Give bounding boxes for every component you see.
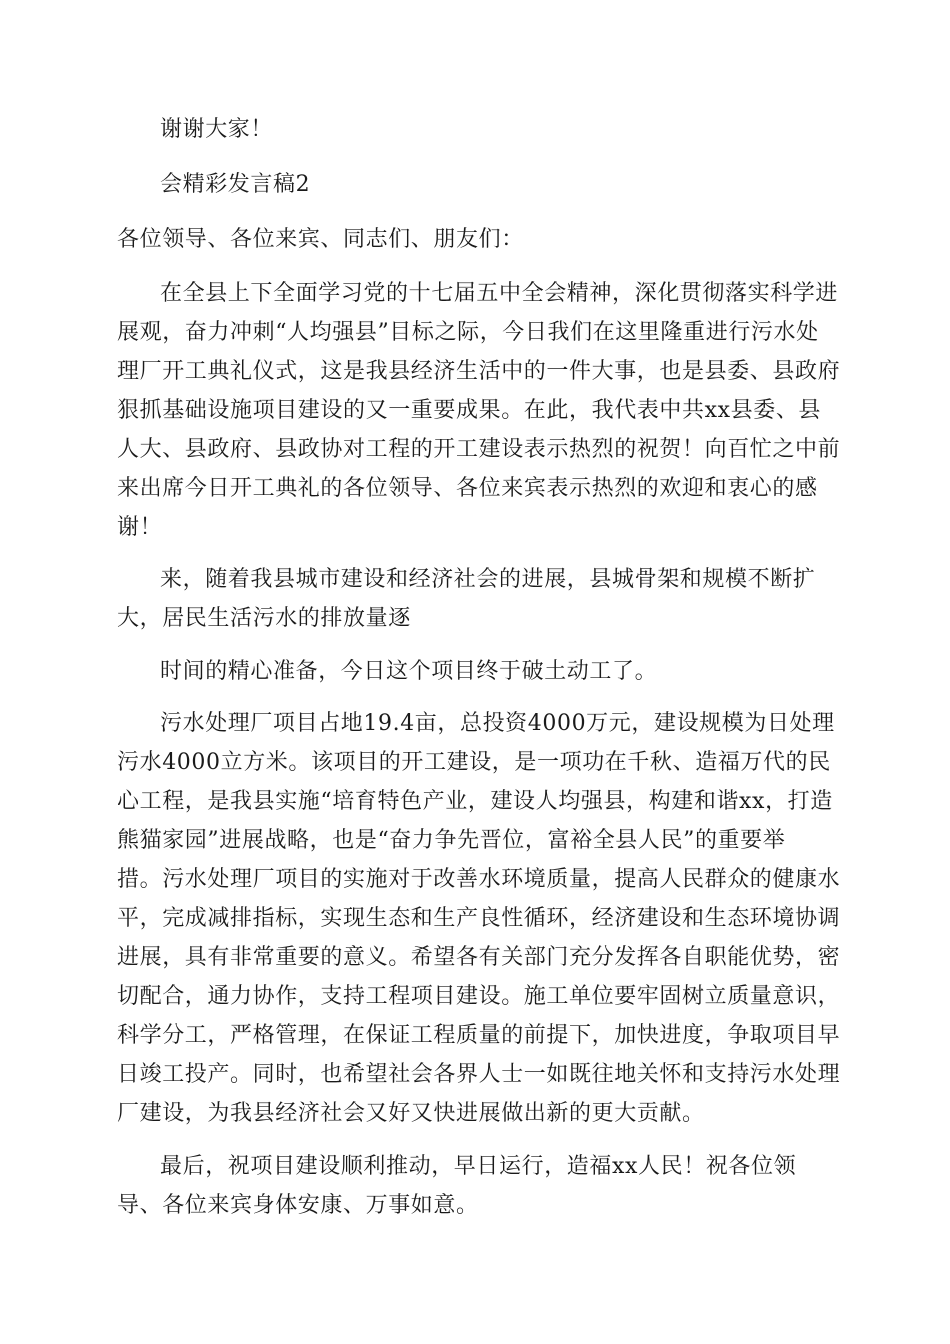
paragraph-line: 导、各位来宾身体安康、万事如意。 [117,1193,479,1218]
salutation: 各位领导、各位来宾、同志们、朋友们： [117,227,524,252]
section-heading: 会精彩发言稿2 [160,172,311,197]
paragraph-line: 大，居民生活污水的排放量逐 [117,606,411,631]
paragraph-line: 谢！ [117,515,163,540]
paragraph-line: 时间的精心准备，今日这个项目终于破土动工了。 [160,659,658,684]
paragraph-line: 理厂开工典礼仪式，这是我县经济生活中的一件大事，也是县委、县政府 [117,359,841,384]
paragraph-line: 熊猫家园”进展战略，也是“奋力争先晋位，富裕全县人民”的重要举 [117,828,786,853]
paragraph-line: 厂建设，为我县经济社会又好又快进展做出新的更大贡献。 [117,1101,705,1126]
paragraph-line: 措。污水处理厂项目的实施对于改善水环境质量，提高人民群众的健康水 [117,867,841,892]
paragraph-line: 狠抓基础设施项目建设的又一重要成果。在此，我代表中共xx县委、县 [117,398,822,423]
paragraph-line: 切配合，通力协作，支持工程项目建设。施工单位要牢固树立质量意识， [117,984,841,1009]
paragraph-line: 来，随着我县城市建设和经济社会的进展，县城骨架和规模不断扩 [160,567,816,592]
paragraph-line: 科学分工，严格管理，在保证工程质量的前提下，加快进度，争取项目早 [117,1023,841,1048]
paragraph-line: 来出席今日开工典礼的各位领导、各位来宾表示热烈的欢迎和衷心的感 [117,476,818,501]
paragraph-line: 展观，奋力冲刺“人均强县”目标之际，今日我们在这里隆重进行污水处 [117,320,819,345]
paragraph-line: 污水处理厂项目占地19.4亩，总投资4000万元，建设规模为日处理 [160,711,835,736]
paragraph-line: 日竣工投产。同时，也希望社会各界人士一如既往地关怀和支持污水处理 [117,1062,841,1087]
paragraph-line: 人大、县政府、县政协对工程的开工建设表示热烈的祝贺！向百忙之中前 [117,437,841,462]
paragraph-line: 进展，具有非常重要的意义。希望各有关部门充分发挥各自职能优势，密 [117,945,841,970]
paragraph-line: 污水4000立方米。该项目的开工建设，是一项功在千秋、造福万代的民 [117,750,831,775]
paragraph-line: 在全县上下全面学习党的十七届五中全会精神，深化贯彻落实科学进 [160,281,839,306]
paragraph-line: 心工程，是我县实施“培育特色产业，建设人均强县，构建和谐xx，打造 [117,789,833,814]
closing-thanks: 谢谢大家！ [160,117,274,142]
paragraph-line: 平，完成减排指标，实现生态和生产良性循环，经济建设和生态环境协调 [117,906,841,931]
paragraph-line: 最后，祝项目建设顺利推动，早日运行，造福xx人民！祝各位领 [160,1154,797,1179]
